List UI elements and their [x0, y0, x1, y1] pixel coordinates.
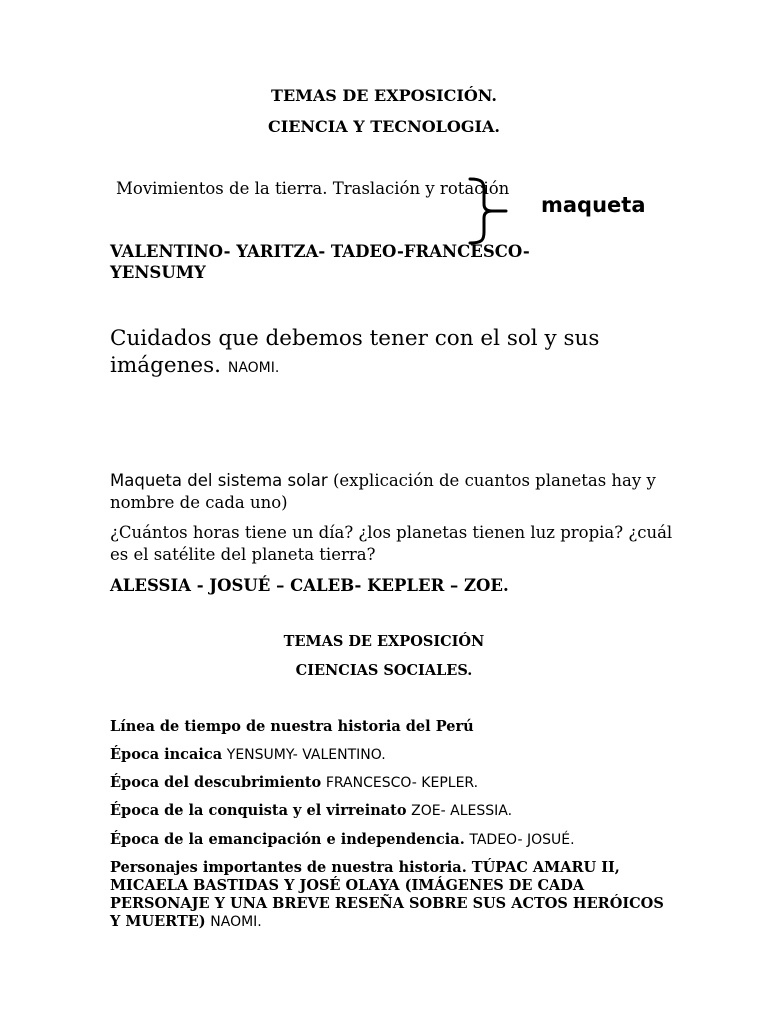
epoch-label: Época de la conquista y el virreinato — [110, 802, 407, 819]
epoch-students: ZOE- ALESSIA. — [411, 803, 513, 819]
epoch-students: YENSUMY- VALENTINO. — [226, 747, 386, 763]
document-title: TEMAS DE EXPOSICIÓN. — [271, 86, 497, 105]
topic-questions: ¿Cuántos horas tiene un día? ¿los planetas tienen luz propia? ¿cuál es el satélite del planeta tierra? — [110, 523, 673, 564]
topic-historical-figures — [110, 859, 670, 931]
solar-lead: Maqueta del sistema solar — [110, 471, 328, 490]
epoch-item — [110, 746, 670, 764]
epoch-students: FRANCESCO- KEPLER. — [325, 775, 479, 791]
social-subtitle: CIENCIAS SOCIALES. — [295, 662, 473, 679]
topic-sun-care — [110, 325, 670, 382]
topic-solar-system — [110, 470, 680, 514]
epoch-item — [110, 802, 670, 820]
social-title: TEMAS DE EXPOSICIÓN — [283, 633, 485, 650]
topic-sun-care-student: NAOMI. — [227, 360, 280, 376]
solar-detail: (explicación de cuantos planetas hay y nombre de cada uno) — [110, 471, 656, 512]
epoch-label: Época del descubrimiento — [110, 774, 322, 791]
epoch-item — [110, 774, 670, 792]
brace-label: maqueta — [541, 193, 646, 217]
epoch-students: TADEO- JOSUÉ. — [469, 832, 575, 848]
epoch-label: Época de la emancipación e independencia. — [110, 831, 465, 848]
document-subtitle: CIENCIA Y TECNOLOGIA. — [268, 117, 500, 136]
epoch-item — [110, 831, 670, 849]
group-names-2: ALESSIA - JOSUÉ – CALEB- KEPLER – ZOE. — [110, 576, 509, 595]
group-names-1: VALENTINO- YARITZA- TADEO-FRANCESCO- YENSUMY — [110, 242, 530, 282]
epoch-label: Época incaica — [110, 746, 223, 763]
figures-text: Personajes importantes de nuestra historia. TÚPAC AMARU II, MICAELA BASTIDAS Y JOSÉ OLAYA (IMÁGENES DE CADA PERSONAJE Y UNA BREVE RESEÑA SOBRE SUS ACTOS HERÓICOS Y MUERTE) — [110, 859, 664, 930]
topic-sun-care-text: Cuidados que debemos tener con el sol y sus imágenes. — [110, 326, 600, 378]
timeline-heading: Línea de tiempo de nuestra historia del Perú — [110, 718, 474, 735]
curly-brace-icon — [468, 176, 512, 246]
topic-earth-movements: Movimientos de la tierra. Traslación y rotación — [116, 179, 510, 198]
figures-student: NAOMI. — [210, 914, 262, 930]
